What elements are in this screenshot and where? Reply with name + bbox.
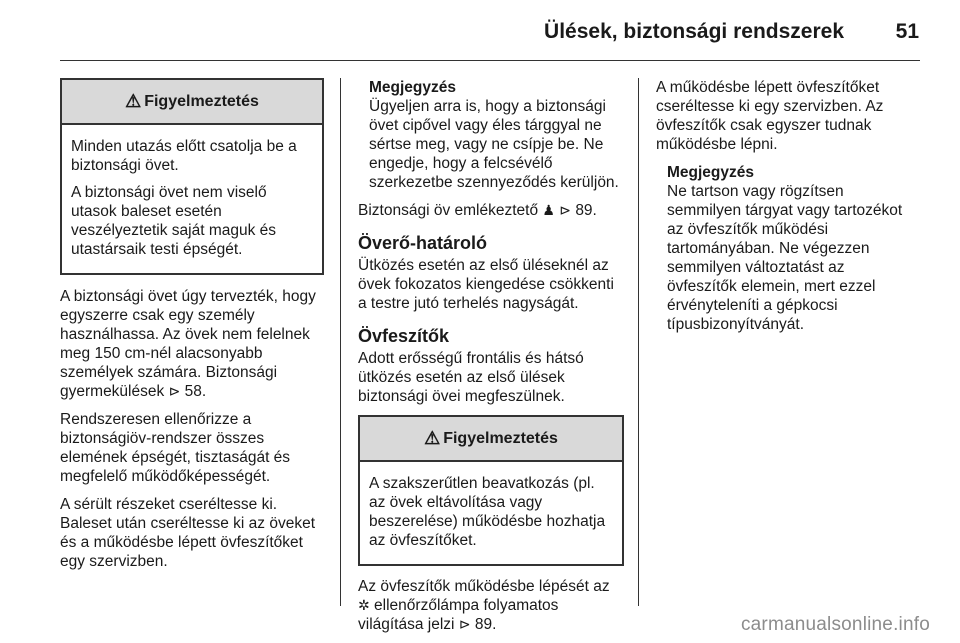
reference-arrow-icon: ⊳ bbox=[458, 616, 471, 632]
body-paragraph: Az övfeszítők működésbe lépését az ✲ ellenőrzőlámpa folyamatos világítása jelzi ⊳ 89. bbox=[358, 578, 610, 633]
note-box bbox=[656, 163, 918, 334]
watermark: carmanualsonline.info bbox=[740, 614, 930, 635]
page-reference[interactable]: 89. bbox=[474, 616, 497, 633]
page-number: 51 bbox=[895, 20, 919, 43]
body-paragraph: A sérült részeket cseréltesse ki. Baleset után cseréltesse ki az öveket és a működésbe lépett övfeszítőket egy szervizben. bbox=[60, 496, 316, 570]
reference-arrow-icon: ⊳ bbox=[168, 383, 181, 399]
warning-title: Figyelmeztetés bbox=[144, 93, 259, 110]
body-paragraph: A működésbe lépett övfeszítőket cseréltesse ki egy szervizben. Az övfeszítők csak egyszer tudnak működésbe lépni. bbox=[656, 79, 884, 153]
body-paragraph: Rendszeresen ellenőrizze a biztonságiöv-rendszer összes elemének épségét, tisztaságát és megfelelő működőképességét. bbox=[60, 411, 291, 485]
note-title: Megjegyzés bbox=[369, 79, 457, 96]
column-1 bbox=[60, 78, 324, 580]
page-title: Ülések, biztonsági rendszerek bbox=[544, 20, 844, 43]
page-header bbox=[0, 18, 960, 52]
page-reference[interactable]: 58. bbox=[184, 383, 207, 400]
warning-body bbox=[62, 125, 322, 273]
warning-triangle-icon: ⚠ bbox=[125, 91, 142, 111]
column-divider bbox=[638, 78, 639, 606]
body-paragraph: Biztonsági öv emlékeztető ♟ ⊳ 89. bbox=[358, 202, 597, 219]
section-heading: Överő-határoló bbox=[358, 233, 488, 253]
note-text: Ügyeljen arra is, hogy a biztonsági övet cipővel vagy éles tárggyal ne sértse meg, vagy ne csípje be. Ne engedje, hogy a felcsévélő szerkezetbe szennyeződés kerüljön. bbox=[369, 98, 619, 191]
reference-arrow-icon: ⊳ bbox=[559, 202, 571, 218]
warning-box bbox=[358, 415, 624, 566]
section-heading: Övfeszítők bbox=[358, 326, 450, 346]
body-paragraph: A biztonsági övet úgy tervezték, hogy egyszerre csak egy személy használhassa. Az övek nem felelnek meg 150 cm-nél alacsonyabb személyek számára. Biztonsági gyermekülések ⊳ 58. bbox=[60, 288, 316, 400]
warning-text: A szakszerűtlen beavatkozás (pl. az övek eltávolítása vagy beszerelése) működésbe hozhatja az övfeszítőket. bbox=[369, 475, 606, 549]
body-paragraph: Adott erősségű frontális és hátsó ütközés esetén az első ülések biztonsági övei megfeszülnek. bbox=[358, 350, 584, 405]
warning-header bbox=[62, 80, 322, 125]
page-reference[interactable]: 89. bbox=[575, 202, 597, 219]
seatbelt-icon: ♟ bbox=[542, 202, 555, 218]
header-rule bbox=[60, 60, 920, 61]
body-paragraph: Ütközés esetén az első üléseknél az övek fokozatos kiengedése csökkenti a testre jutó terhelés nagyságát. bbox=[358, 257, 614, 312]
column-2 bbox=[358, 78, 624, 643]
column-divider bbox=[340, 78, 341, 606]
warning-triangle-icon: ⚠ bbox=[424, 428, 441, 448]
warning-body bbox=[360, 462, 622, 564]
column-3 bbox=[656, 78, 918, 334]
note-box bbox=[358, 78, 624, 192]
warning-box bbox=[60, 78, 324, 275]
airbag-icon: ✲ bbox=[358, 597, 370, 613]
warning-title: Figyelmeztetés bbox=[443, 430, 558, 447]
warning-header bbox=[360, 417, 622, 462]
warning-text: A biztonsági övet nem viselő utasok baleset esetén veszélyeztetik saját maguk és utastársaik testi épségét. bbox=[71, 184, 277, 258]
note-text: Ne tartson vagy rögzítsen semmilyen tárgyat vagy tartozékot az övfeszítők működési tartományában. Ne végezzen semmilyen változtatást az övfeszítők elemein, mert ezzel érvényteleníti a gépkocsi típusbizonyítványát. bbox=[667, 183, 903, 333]
note-title: Megjegyzés bbox=[667, 164, 755, 181]
warning-text: Minden utazás előtt csatolja be a biztonsági övet. bbox=[71, 138, 297, 174]
